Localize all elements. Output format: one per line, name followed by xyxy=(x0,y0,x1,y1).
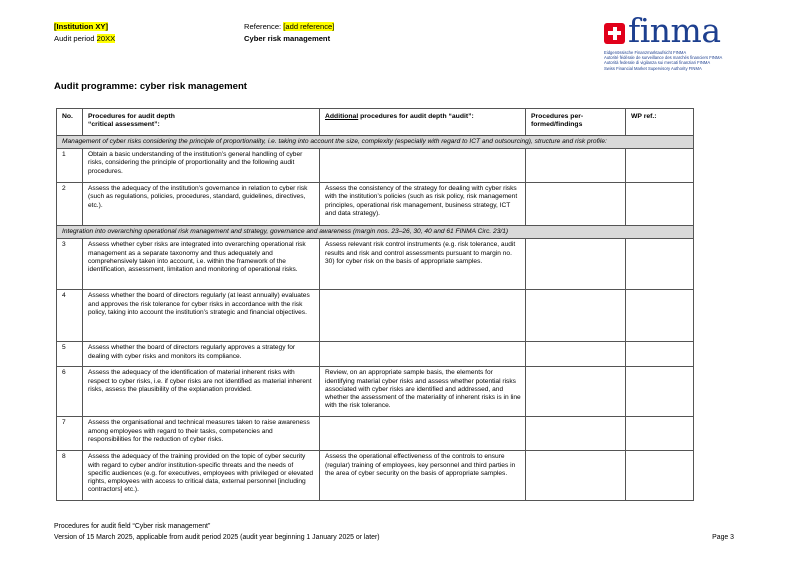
findings-cell xyxy=(526,451,626,501)
page-number: Page 3 xyxy=(712,534,734,541)
findings-cell xyxy=(526,342,626,367)
findings-cell xyxy=(526,183,626,226)
wp-ref-cell xyxy=(626,342,694,367)
table-row xyxy=(57,367,694,417)
row-number: 3 xyxy=(57,239,83,290)
table-row xyxy=(57,183,694,226)
table-row xyxy=(57,239,694,290)
row-number: 5 xyxy=(57,342,83,367)
findings-cell xyxy=(526,149,626,183)
table-row xyxy=(57,149,694,183)
critical-procedure: Assess the adequacy of the identification of material inherent risks with respect to cyber risks, i.e. if cyber risks are not identified as material inherent risks, assess the plausibility of the explanation provided. xyxy=(83,367,320,417)
row-number: 1 xyxy=(57,149,83,183)
header-audit: Additional procedures for audit depth “audit”: xyxy=(320,109,526,136)
subject-line: Cyber risk management xyxy=(244,33,331,43)
logo-wordmark: finma xyxy=(628,11,721,50)
footer-version: Version of 15 March 2025, applicable from audit period 2025 (audit year beginning 1 January 2025 or later) xyxy=(54,534,380,541)
table-row xyxy=(57,290,694,342)
section-row xyxy=(57,226,694,239)
audit-table xyxy=(56,108,694,501)
audit-procedure: Assess relevant risk control instruments (e.g. risk tolerance, audit results and risk and control assessments pursuant to margin no. 30) for cyber risk on the basis of appropriate samples. xyxy=(320,239,526,290)
row-number: 7 xyxy=(57,417,83,451)
row-number: 2 xyxy=(57,183,83,226)
critical-procedure: Assess the organisational and technical measures taken to raise awareness among employees with regard to their tasks, competencies and responsibilities for the reduction of cyber risks. xyxy=(83,417,320,451)
table-header-row xyxy=(57,109,694,136)
audit-procedure xyxy=(320,342,526,367)
wp-ref-cell xyxy=(626,239,694,290)
header-left xyxy=(54,21,115,44)
findings-cell xyxy=(526,290,626,342)
critical-procedure: Assess whether the board of directors regularly approves a strategy for dealing with cyber risks and monitors its compliance. xyxy=(83,342,320,367)
table-row xyxy=(57,451,694,501)
wp-ref-cell xyxy=(626,149,694,183)
institution-label: [Institution XY] xyxy=(54,22,108,31)
logo-subtitle: Eidgenössische Finanzmarktaufsicht FINMA Autorité fédérale de surveillance des marchés financiers FINMA Autorità federale di vigilanza sui mercati finanziari FINMA Swiss Financial Market Supervisory Authority FINMA xyxy=(604,50,723,71)
audit-procedure xyxy=(320,290,526,342)
row-number: 8 xyxy=(57,451,83,501)
wp-ref-cell xyxy=(626,451,694,501)
finma-logo xyxy=(604,11,754,76)
table-row xyxy=(57,417,694,451)
critical-procedure: Assess the adequacy of the training provided on the topic of cyber security with regard to cyber and/or institution-specific threats and the needs of specific audiences (e.g. for executives, employees with privileged or elevated rights, employees with access to critical data, external personnel [including contractors] etc.). xyxy=(83,451,320,501)
wp-ref-cell xyxy=(626,417,694,451)
critical-procedure: Assess whether cyber risks are integrated into overarching operational risk management as a separate taxonomy and thus adequately and comprehensively taken into account, i.e. within the framework of the identification, assessment, limitation and monitoring of operational risks. xyxy=(83,239,320,290)
table-row xyxy=(57,342,694,367)
header-critical: Procedures for audit depth “critical assessment”: xyxy=(83,109,320,136)
page-title: Audit programme: cyber risk management xyxy=(54,81,247,92)
section-title: Integration into overarching operational risk management and strategy, governance and awareness (margin nos. 23–26, 30, 40 and 61 FINMA Circ. 23/1) xyxy=(57,226,694,239)
footer-title: Procedures for audit field “Cyber risk management” xyxy=(54,523,211,530)
section-row xyxy=(57,136,694,149)
header-wp: WP ref.: xyxy=(626,109,694,136)
header-no: No. xyxy=(57,109,83,136)
swiss-cross-icon xyxy=(604,23,625,44)
audit-procedure: Review, on an appropriate sample basis, the elements for identifying material cyber risks and assess whether potential risks associated with cyber risks are identified and addressed, and whether the assessment of the materiality of inherent risks is in line with the risk tolerance. xyxy=(320,367,526,417)
findings-cell xyxy=(526,239,626,290)
wp-ref-cell xyxy=(626,367,694,417)
row-number: 4 xyxy=(57,290,83,342)
critical-procedure: Assess the adequacy of the institution’s governance in relation to cyber risk (such as regulations, policies, procedures, standard, guidelines, directives, etc.). xyxy=(83,183,320,226)
header-reference xyxy=(244,21,334,44)
audit-procedure: Assess the consistency of the strategy for dealing with cyber risks with the institution’s policies (such as risk policy, risk management principles, operational risk management, business strategy, ICT and data strategy). xyxy=(320,183,526,226)
header-findings: Procedures per- formed/findings xyxy=(526,109,626,136)
critical-procedure: Obtain a basic understanding of the institution’s general handling of cyber risks, considering the principle of proportionality and the following audit procedures. xyxy=(83,149,320,183)
critical-procedure: Assess whether the board of directors regularly (at least annually) evaluates and approves the risk tolerance for cyber risks in accordance with the risk policy, taking into account the institution’s strategic and financial objectives. xyxy=(83,290,320,342)
findings-cell xyxy=(526,367,626,417)
section-title: Management of cyber risks considering the principle of proportionality, i.e. taking into account the size, complexity (especially with regard to ICT and outsourcing), structure and risk profile: xyxy=(57,136,694,149)
audit-procedure: Assess the operational effectiveness of the controls to ensure (regular) training of employees, key personnel and third parties in the area of cyber security on the basis of appropriate samples. xyxy=(320,451,526,501)
audit-period: Audit period 20XX xyxy=(54,33,116,43)
audit-procedure xyxy=(320,149,526,183)
reference-line: Reference: [add reference] xyxy=(244,22,335,31)
findings-cell xyxy=(526,417,626,451)
wp-ref-cell xyxy=(626,183,694,226)
audit-procedure xyxy=(320,417,526,451)
row-number: 6 xyxy=(57,367,83,417)
wp-ref-cell xyxy=(626,290,694,342)
